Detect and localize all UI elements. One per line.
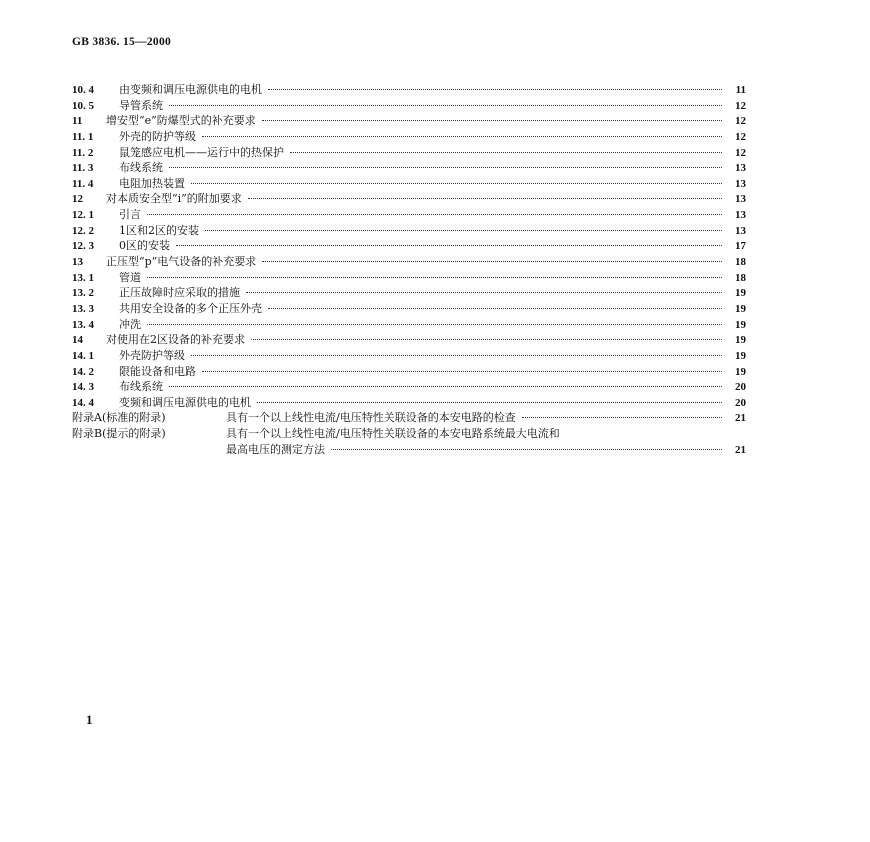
dot-leader [290, 152, 722, 153]
toc-entry[interactable] [72, 160, 746, 176]
dot-leader [191, 183, 722, 184]
toc-entry-page: 20 [735, 381, 746, 394]
toc-entry[interactable] [72, 270, 746, 286]
dot-leader [147, 277, 722, 278]
toc-entry-page: 12 [735, 115, 746, 128]
toc-entry-title: 由变频和调压电源供电的电机 [119, 83, 262, 96]
toc-entry[interactable] [72, 176, 746, 192]
toc-entry-title: 导管系统 [119, 98, 163, 112]
toc-entry-page: 18 [735, 256, 746, 269]
toc-entry-number: 11. 2 [72, 146, 94, 159]
toc-entry-page: 12 [735, 99, 746, 112]
toc-entry[interactable] [72, 285, 746, 301]
toc-entry[interactable] [72, 82, 746, 98]
toc-entry[interactable] [72, 301, 746, 317]
toc-entry-number: 14. 3 [72, 381, 94, 394]
toc-entry-number: 13. 1 [72, 271, 94, 284]
toc-entry-number: 14. 4 [72, 396, 94, 409]
toc-entry-title: 外壳防护等级 [119, 348, 185, 362]
toc-entry-page: 13 [735, 193, 746, 206]
toc-entry-page: 13 [735, 162, 746, 175]
page-number: 1 [86, 712, 93, 727]
toc-entry-title: 布线系统 [119, 380, 163, 394]
toc-entry-title: 0区的安装 [119, 239, 170, 253]
toc-entry-title: 引言 [119, 208, 141, 222]
toc-entry-title: 对本质安全型“i”的附加要求 [106, 192, 242, 206]
toc-entry-page: 13 [735, 209, 746, 222]
appendix-label: 附录A(标准的附录) [72, 411, 166, 425]
dot-leader [522, 417, 722, 418]
toc-entry-page: 19 [735, 365, 746, 378]
toc-entry-title: 变频和调压电源供电的电机 [119, 395, 251, 409]
toc-entry-title: 布线系统 [119, 161, 163, 175]
toc-entry-page: 13 [735, 177, 746, 190]
toc-entry-number: 10. 4 [72, 84, 94, 96]
document-header: GB 3836. 15—2000 [72, 36, 172, 48]
dot-leader [257, 402, 722, 403]
dot-leader [246, 292, 722, 293]
toc-entry-page: 19 [735, 349, 746, 362]
toc-entry-page: 19 [735, 334, 746, 347]
dot-leader [147, 214, 722, 215]
dot-leader [268, 89, 722, 90]
dot-leader [262, 120, 722, 121]
toc-appendix-entry[interactable] [72, 410, 746, 426]
dot-leader [331, 449, 722, 450]
toc-entry-number: 13. 2 [72, 287, 94, 300]
toc-entry[interactable] [72, 223, 746, 239]
toc-entry-number: 10. 5 [72, 99, 94, 112]
appendix-title: 具有一个以上线性电流/电压特性关联设备的本安电路系统最大电流和 [226, 427, 560, 441]
toc-entry-number: 12. 1 [72, 209, 94, 222]
toc-entry-title: 增安型“e”防爆型式的补充要求 [106, 114, 256, 128]
toc-entry-number: 12. 2 [72, 224, 94, 237]
appendix-title: 具有一个以上线性电流/电压特性关联设备的本安电路的检查 [226, 411, 516, 425]
table-of-contents [72, 82, 746, 457]
dot-leader [268, 308, 722, 309]
toc-entry[interactable] [72, 191, 746, 207]
dot-leader [169, 386, 722, 387]
toc-entry-number: 14. 2 [72, 365, 94, 378]
toc-entry-title: 限能设备和电路 [119, 364, 196, 378]
toc-entry-page: 19 [735, 287, 746, 300]
toc-entry-page: 19 [735, 302, 746, 315]
toc-entry-page: 18 [735, 271, 746, 284]
toc-entry-number: 13 [72, 256, 83, 269]
dot-leader [205, 230, 722, 231]
toc-entry-number: 14. 1 [72, 349, 94, 362]
toc-entry-number: 11. 4 [72, 177, 94, 190]
toc-entry-title: 共用安全设备的多个正压外壳 [119, 301, 262, 315]
toc-entry-title: 正压型“p”电气设备的补充要求 [106, 255, 257, 269]
toc-entry[interactable] [72, 207, 746, 223]
toc-entry-number: 13. 4 [72, 318, 94, 331]
toc-entry-title: 正压故障时应采取的措施 [119, 286, 240, 300]
toc-entry-title: 1区和2区的安装 [119, 223, 199, 237]
toc-entry-page: 12 [735, 130, 746, 143]
dot-leader [169, 167, 722, 168]
dot-leader [191, 355, 722, 356]
dot-leader [202, 371, 722, 372]
toc-entry[interactable] [72, 348, 746, 364]
toc-entry[interactable] [72, 145, 746, 161]
dot-leader [262, 261, 722, 262]
toc-entry-number: 14 [72, 334, 83, 347]
toc-entry-title: 鼠笼感应电机——运行中的热保护 [119, 145, 284, 159]
toc-entry-page: 13 [735, 224, 746, 237]
toc-entry-title: 冲洗 [119, 317, 141, 331]
toc-entry-number: 11. 1 [72, 130, 94, 143]
toc-entry-page: 12 [735, 146, 746, 159]
appendix-page: 21 [735, 443, 746, 456]
toc-entry[interactable] [72, 98, 746, 114]
appendix-label: 附录B(提示的附录) [72, 427, 166, 441]
toc-entry-page: 17 [735, 240, 746, 253]
dot-leader [202, 136, 722, 137]
dot-leader [251, 339, 722, 340]
toc-entry[interactable] [72, 113, 746, 129]
toc-entry-number: 12 [72, 193, 83, 206]
toc-entry-number: 12. 3 [72, 240, 94, 253]
toc-entry-page: 20 [735, 396, 746, 409]
dot-leader [169, 105, 722, 106]
toc-entry[interactable] [72, 129, 746, 145]
appendix-page: 21 [735, 412, 746, 425]
toc-entry-number: 11 [72, 115, 83, 128]
toc-entry-title: 外壳的防护等级 [119, 129, 196, 143]
toc-entry[interactable] [72, 317, 746, 333]
toc-entry-number: 13. 3 [72, 302, 94, 315]
toc-entry[interactable] [72, 395, 746, 411]
toc-appendix-entry[interactable] [72, 426, 746, 442]
toc-entry[interactable] [72, 238, 746, 254]
toc-entry-title: 管道 [119, 270, 141, 284]
toc-entry[interactable] [72, 332, 746, 348]
toc-appendix-entry-continued[interactable] [72, 442, 746, 458]
toc-entry[interactable] [72, 379, 746, 395]
toc-entry-number: 11. 3 [72, 162, 94, 175]
toc-entry-title: 对使用在2区设备的补充要求 [106, 333, 245, 347]
toc-entry[interactable] [72, 254, 746, 270]
dot-leader [176, 245, 722, 246]
toc-entry-page: 19 [735, 318, 746, 331]
appendix-title-continued: 最高电压的测定方法 [226, 442, 325, 456]
toc-entry[interactable] [72, 364, 746, 380]
dot-leader [248, 198, 722, 199]
toc-entry-title: 电阻加热装置 [119, 176, 185, 190]
toc-entry-page: 11 [735, 84, 746, 96]
dot-leader [147, 324, 722, 325]
